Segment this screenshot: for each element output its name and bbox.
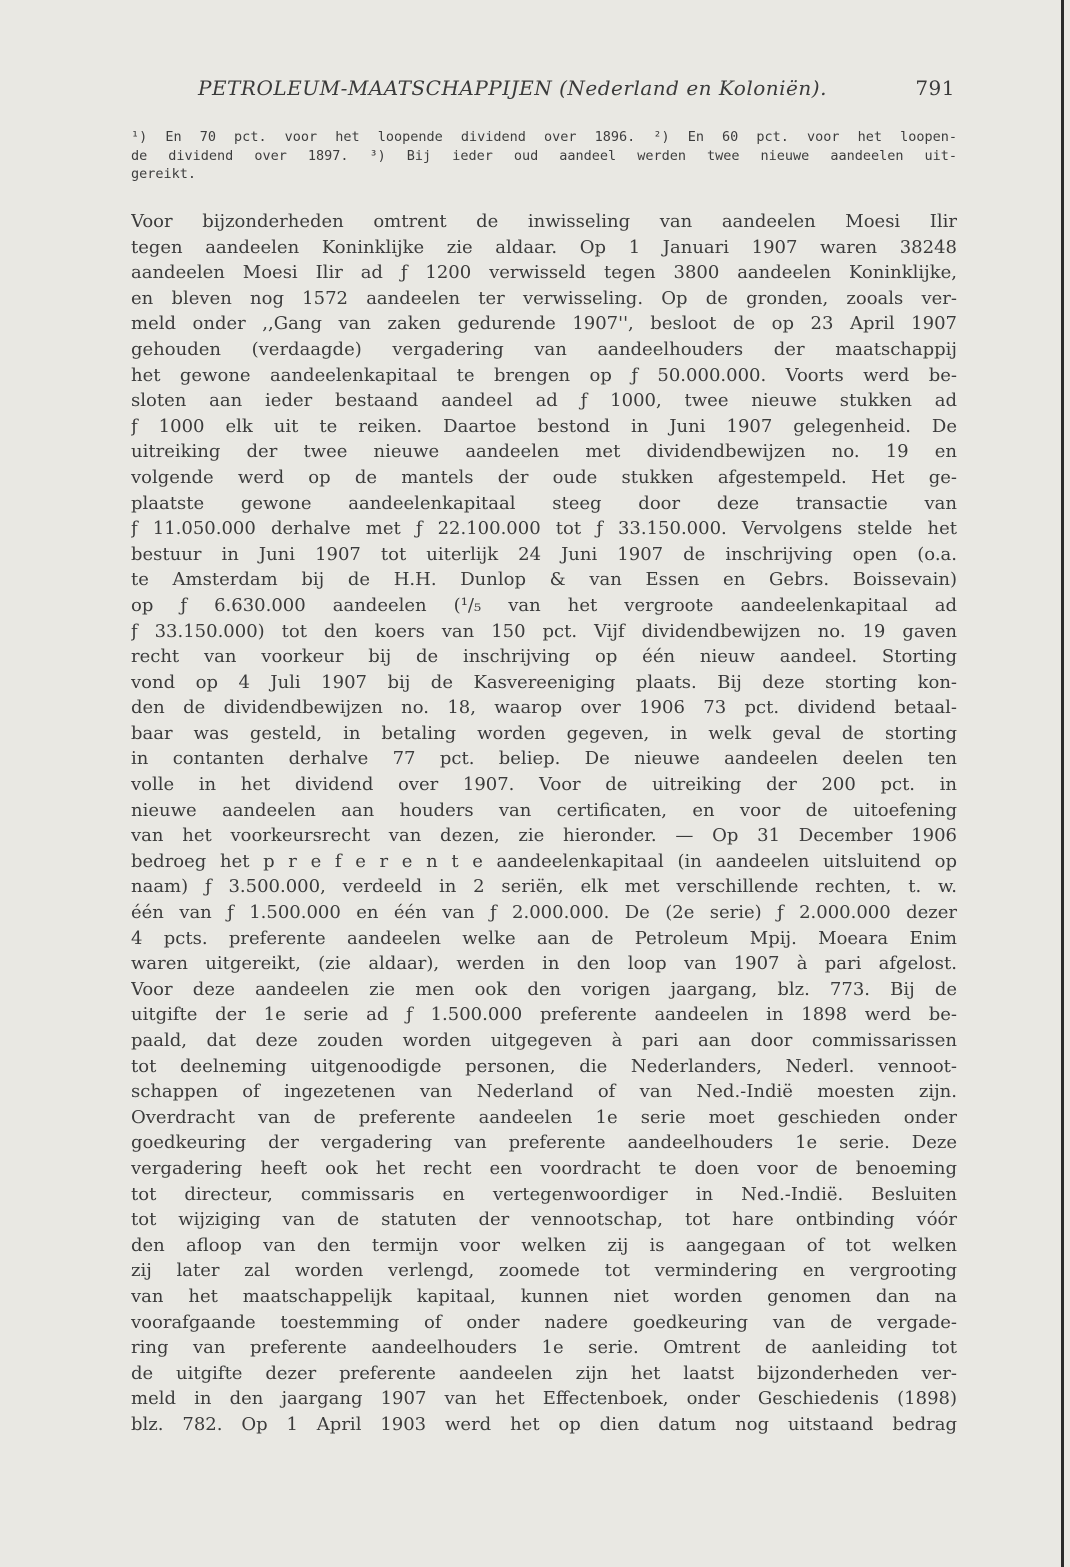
body-line: bedroeg het p r e f e r e n t e aandeelenkapitaal (in aandeelen uitsluitend op <box>131 850 957 872</box>
body-line: op ƒ 6.630.000 aandeelen (¹/₅ van het vergroote aandeelenkapitaal ad <box>131 594 957 616</box>
body-line: bestuur in Juni 1907 tot uiterlijk 24 Juni 1907 de inschrijving open (o.a. <box>131 543 957 565</box>
body-line: ring van preferente aandeelhouders 1e serie. Omtrent de aanleiding tot <box>131 1337 957 1359</box>
body-line: schappen of ingezetenen van Nederland of van Ned.-Indië moesten zijn. <box>131 1081 957 1103</box>
body-line: van het voorkeursrecht van dezen, zie hieronder. — Op 31 December 1906 <box>131 825 957 847</box>
body-line: Voor deze aandeelen zie men ook den vorigen jaargang, blz. 773. Bij de <box>131 978 957 1000</box>
body-line: baar was gesteld, in betaling worden gegeven, in welk geval de storting <box>131 722 957 744</box>
body-line: Voor bijzonderheden omtrent de inwisseling van aandeelen Moesi Ilir <box>131 211 957 232</box>
body-line: goedkeuring der vergadering van preferente aandeelhouders 1e serie. Deze <box>131 1132 957 1154</box>
body-line: waren uitgereikt, (zie aldaar), werden in den loop van 1907 à pari afgelost. <box>131 953 957 975</box>
footnote-line: de dividend over 1897. ³) Bij ieder oud aandeel werden twee nieuwe aandeelen uit- <box>131 147 957 164</box>
body-line: uitgifte der 1e serie ad ƒ 1.500.000 preferente aandeelen in 1898 werd be- <box>131 1004 957 1026</box>
body-line: uitreiking der twee nieuwe aandeelen met dividendbewijzen no. 19 en <box>131 441 957 463</box>
body-line: en bleven nog 1572 aandeelen ter verwisseling. Op de gronden, zooals ver- <box>131 287 957 309</box>
body-line: ƒ 11.050.000 derhalve met ƒ 22.100.000 tot ƒ 33.150.000. Vervolgens stelde het <box>131 518 957 540</box>
footnotes <box>131 128 957 184</box>
body-line: paald, dat deze zouden worden uitgegeven à pari aan door commissarissen <box>131 1030 957 1051</box>
body-line: vond op 4 Juli 1907 bij de Kasvereeniging plaats. Bij deze storting kon- <box>131 671 957 693</box>
body-line: den de dividendbewijzen no. 18, waarop over 1906 73 pct. dividend betaal- <box>131 697 957 719</box>
body-line: aandeelen Moesi Ilir ad ƒ 1200 verwisseld tegen 3800 aandeelen Koninklijke, <box>131 262 957 284</box>
body-line: blz. 782. Op 1 April 1903 werd het op dien datum nog uitstaand bedrag <box>131 1413 957 1435</box>
body-line: volle in het dividend over 1907. Voor de uitreiking der 200 pct. in <box>131 774 957 796</box>
body-line: volgende werd op de mantels der oude stukken afgestempeld. Het ge- <box>131 466 957 488</box>
body-paragraph <box>131 209 957 1438</box>
body-line: voorafgaande toestemming of onder nadere goedkeuring van de vergade- <box>131 1311 957 1333</box>
footnote-line: ¹) En 70 pct. voor het loopende dividend over 1896. ²) En 60 pct. voor het loopen- <box>131 129 957 145</box>
body-line: het gewone aandeelenkapitaal te brengen op ƒ 50.000.000. Voorts werd be- <box>131 364 957 386</box>
body-line: tegen aandeelen Koninklijke zie aldaar. Op 1 Januari 1907 waren 38248 <box>131 236 957 258</box>
body-line: tot deelneming uitgenoodigde personen, die Nederlanders, Nederl. vennoot- <box>131 1055 957 1077</box>
body-line: plaatste gewone aandeelenkapitaal steeg door deze transactie van <box>131 492 957 514</box>
body-line: te Amsterdam bij de H.H. Dunlop & van Essen en Gebrs. Boissevain) <box>131 569 957 591</box>
body-line: ƒ 33.150.000) tot den koers van 150 pct. Vijf dividendbewijzen no. 19 gaven <box>131 620 957 642</box>
body-line: meld onder ,,Gang van zaken gedurende 1907'', besloot de op 23 April 1907 <box>131 313 957 335</box>
page-title: PETROLEUM-MAATSCHAPPIJEN (Nederland en Koloniën). <box>198 76 827 100</box>
body-line: ƒ 1000 elk uit te reiken. Daartoe bestond in Juni 1907 gelegenheid. De <box>131 415 957 437</box>
page-edge <box>1061 0 1064 1567</box>
body-line: 4 pcts. preferente aandeelen welke aan de Petroleum Mpij. Moeara Enim <box>131 927 957 949</box>
body-line: zij later zal worden verlengd, zoomede tot vermindering en vergrooting <box>131 1260 957 1282</box>
body-line: meld in den jaargang 1907 van het Effectenboek, onder Geschiedenis (1898) <box>131 1388 957 1410</box>
body-line: den afloop van den termijn voor welken zij is aangegaan of tot welken <box>131 1234 957 1256</box>
body-line: in contanten derhalve 77 pct. beliep. De nieuwe aandeelen deelen ten <box>131 748 957 770</box>
body-line: gehouden (verdaagde) vergadering van aandeelhouders der maatschappij <box>131 338 957 360</box>
body-line: één van ƒ 1.500.000 en één van ƒ 2.000.000. De (2e serie) ƒ 2.000.000 dezer <box>131 902 957 924</box>
body-line: sloten aan ieder bestaand aandeel ad ƒ 1000, twee nieuwe stukken ad <box>131 390 957 412</box>
body-line: van het maatschappelijk kapitaal, kunnen niet worden genomen dan na <box>131 1285 957 1307</box>
body-line: vergadering heeft ook het recht een voordracht te doen voor de benoeming <box>131 1157 957 1179</box>
body-line: naam) ƒ 3.500.000, verdeeld in 2 seriën, elk met verschillende rechten, t. w. <box>131 876 957 898</box>
body-line: recht van voorkeur bij de inschrijving op één nieuw aandeel. Storting <box>131 646 957 668</box>
body-line: nieuwe aandeelen aan houders van certificaten, en voor de uitoefening <box>131 799 957 821</box>
body-line: de uitgifte dezer preferente aandeelen zijn het laatst bijzonderheden ver- <box>131 1362 957 1384</box>
body-line: tot directeur, commissaris en vertegenwoordiger in Ned.-Indië. Besluiten <box>131 1183 957 1205</box>
page-number: 791 <box>915 76 955 100</box>
footnote-line: gereikt. <box>131 166 197 182</box>
body-line: tot wijziging van de statuten der vennootschap, tot hare ontbinding vóór <box>131 1209 957 1231</box>
body-line: Overdracht van de preferente aandeelen 1e serie moet geschieden onder <box>131 1106 957 1128</box>
